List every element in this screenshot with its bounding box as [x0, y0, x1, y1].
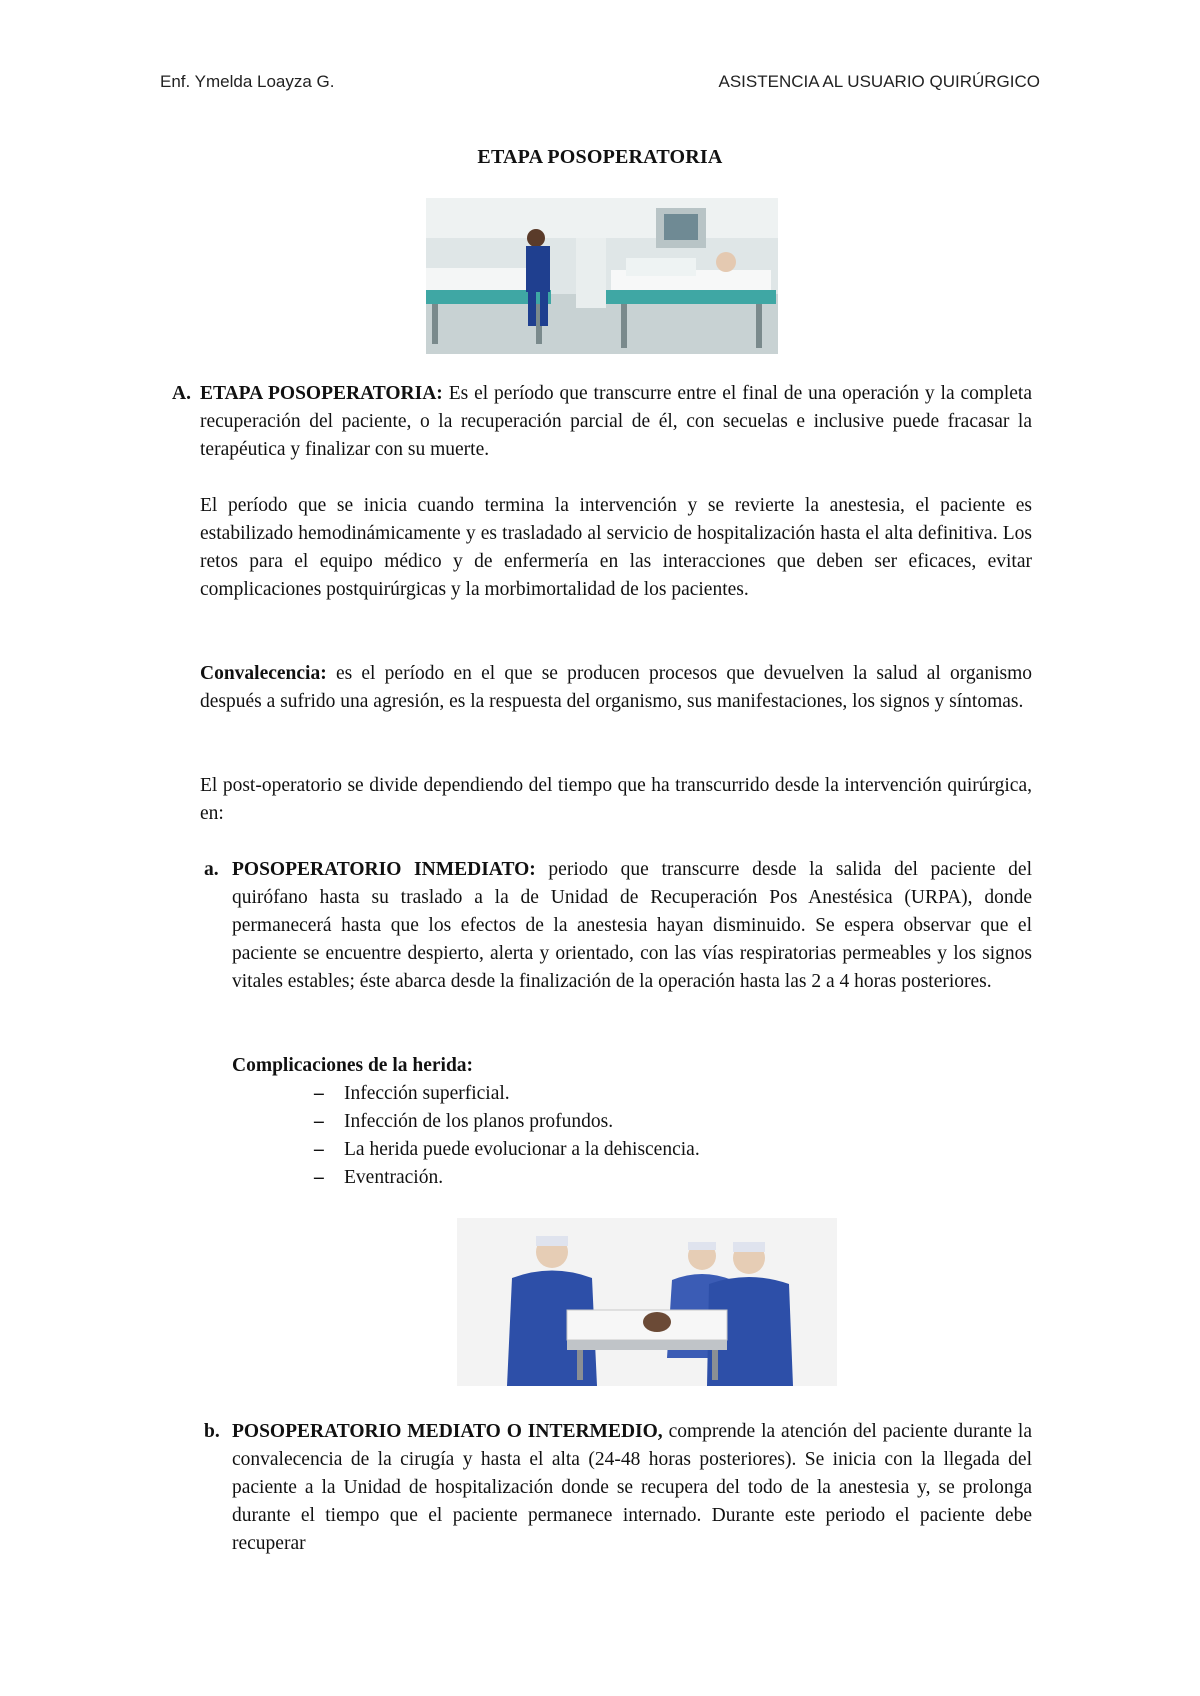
paragraph-division: El post-operatorio se divide dependiendo del tiempo que ha transcurrido desde la intervención quirúrgica, en:	[200, 775, 1032, 824]
item-a-paragraph	[232, 856, 1032, 996]
list-item: – Eventración.	[312, 1164, 700, 1192]
list-item: – Infección de los planos profundos.	[312, 1108, 700, 1136]
item-a-heading: POSOPERATORIO INMEDIATO:	[232, 859, 536, 880]
stretcher-transfer-photo	[457, 1218, 837, 1386]
convalecencia-heading: Convalecencia:	[200, 663, 327, 684]
section-a-text: Es el período que transcurre entre el final de una operación y la completa recuperación del paciente, o la recuperación parcial de él, con secuelas e inclusive puede fracasar la terapéutica y finalizar con su muerte.	[200, 383, 1032, 460]
item-b-text: comprende la atención del paciente durante la convalecencia de la cirugía y hasta el alta (24-48 horas posteriores). Se inicia con la llegada del paciente a la Unidad de hospitalización donde se recupera del todo de la anestesia y, se prolonga durante el tiempo que el paciente permanece internado. Durante este periodo el paciente debe recuperar	[232, 1421, 1032, 1554]
header-author: Enf. Ymelda Loayza G.	[160, 72, 335, 91]
item-a-text: periodo que transcurre desde la salida del paciente del quirófano hasta su traslado a la de Unidad de Recuperación Pos Anestésica (URPA), donde permanecerá hasta que los efectos de la anestesia hayan disminuido. Se espera observar que el paciente se encuentre despierto, alerta y orientado, con las vías respiratorias permeables y los signos vitales estables; éste abarca desde la finalización de la operación hasta las 2 a 4 horas posteriores.	[232, 859, 1033, 992]
section-a-heading: ETAPA POSOPERATORIA:	[200, 383, 443, 404]
complicaciones-title: Complicaciones de la herida:	[232, 1055, 474, 1076]
complicaciones-list	[312, 1080, 700, 1192]
paragraph-convalecencia	[200, 660, 1032, 716]
header-course: ASISTENCIA AL USUARIO QUIRÚRGICO	[718, 72, 1040, 91]
page-header	[160, 72, 1040, 98]
section-a-marker: A.	[172, 383, 191, 404]
item-b-paragraph	[232, 1418, 1032, 1558]
page-title: ETAPA POSOPERATORIA	[477, 146, 723, 168]
item-b-marker: b.	[204, 1421, 220, 1442]
recovery-ward-photo	[426, 198, 778, 354]
item-b-heading: POSOPERATORIO MEDIATO O INTERMEDIO,	[232, 1421, 663, 1442]
convalecencia-text: es el período en el que se producen procesos que devuelven la salud al organismo después a sufrido una agresión, es la respuesta del organismo, sus manifestaciones, los signos y síntomas.	[200, 663, 1032, 712]
list-item: – La herida puede evolucionar a la dehiscencia.	[312, 1136, 700, 1164]
item-a-marker: a.	[204, 859, 219, 880]
section-a-paragraph	[200, 380, 1032, 464]
list-item: – Infección superficial.	[312, 1080, 700, 1108]
paragraph-periodo: El período que se inicia cuando termina la intervención y se revierte la anestesia, el paciente es estabilizado hemodinámicamente y es trasladado al servicio de hospitalización hasta el alta definitiva. Los retos para el equipo médico y de enfermería en las interacciones que deben ser eficaces, evitar complicaciones postquirúrgicas y la morbimortalidad de los pacientes.	[200, 495, 1032, 600]
